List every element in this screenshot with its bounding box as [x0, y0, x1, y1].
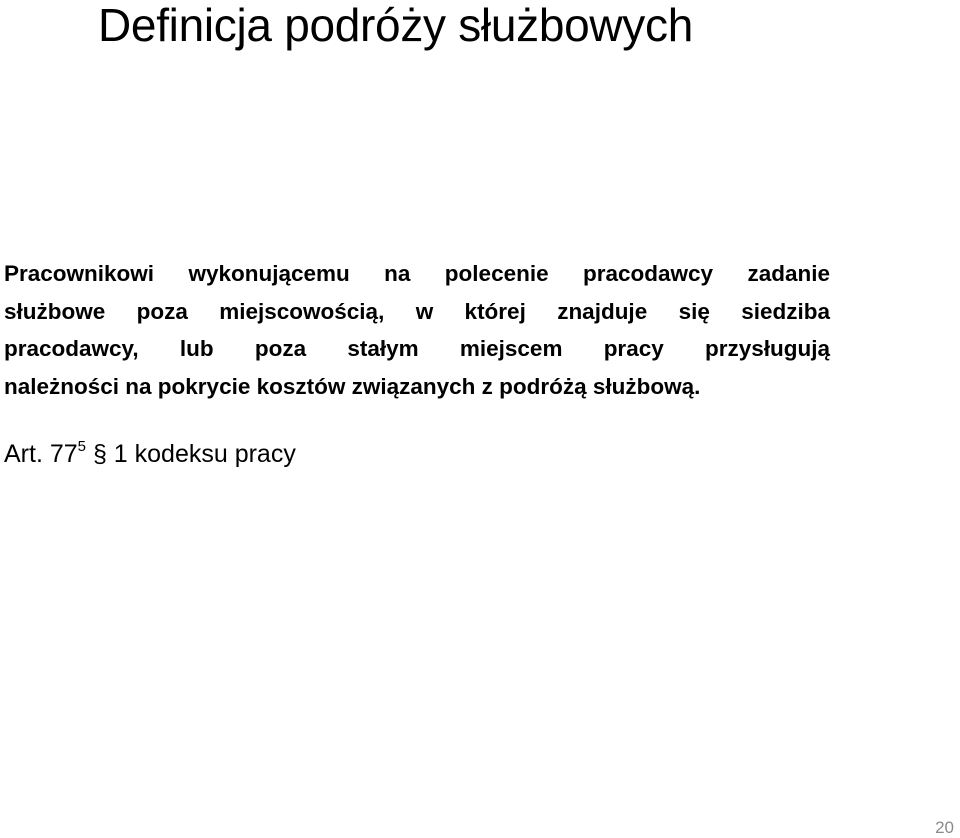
definition-line: należności na pokrycie kosztów związanych z podróżą służbową. — [4, 373, 701, 399]
citation-prefix: Art. 77 — [4, 440, 78, 468]
definition-paragraph — [4, 255, 830, 405]
definition-line: pracodawcy, lub poza stałym miejscem pracy przysługują — [4, 336, 830, 361]
page-number: 20 — [935, 818, 954, 837]
citation-superscript: 5 — [77, 438, 86, 455]
legal-citation — [4, 440, 296, 469]
slide-title: Definicja podróży służbowych — [98, 0, 693, 51]
definition-line: Pracownikowi wykonującemu na polecenie pracodawcy zadanie — [4, 261, 830, 286]
citation-suffix: § 1 kodeksu pracy — [86, 440, 296, 468]
definition-line: służbowe poza miejscowością, w której znajduje się siedziba — [4, 298, 830, 324]
